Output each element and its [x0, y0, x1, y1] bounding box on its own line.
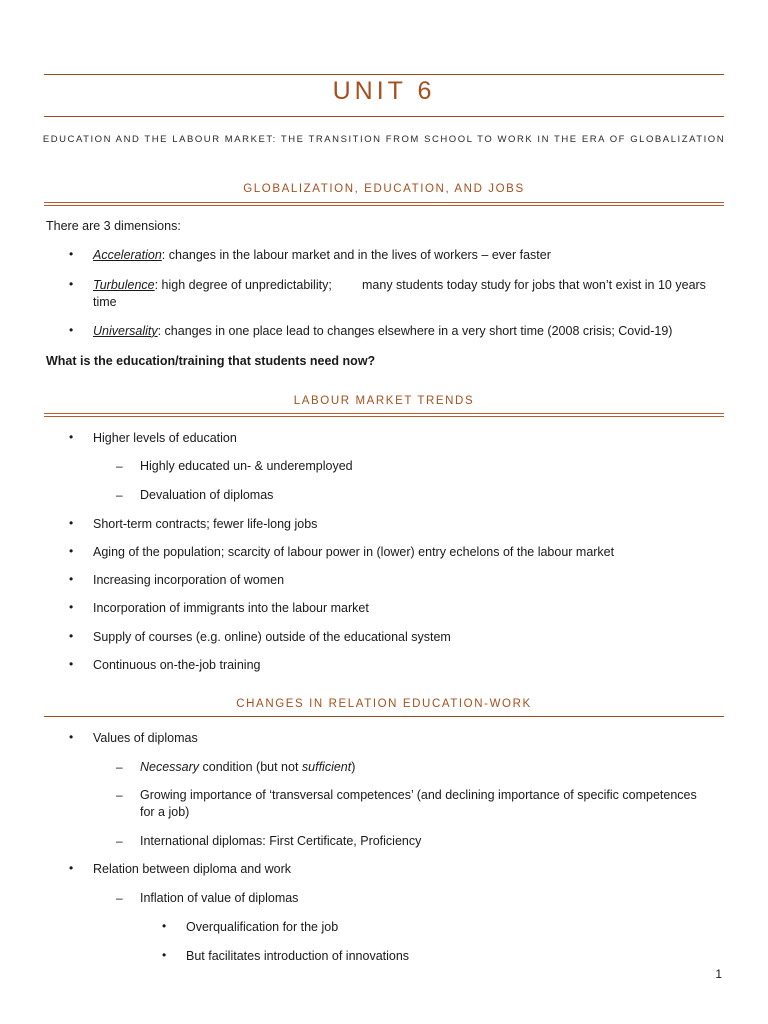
item-text: : changes in one place lead to changes elsewhere in a very short time (2008 crisis; Covid-19): [157, 324, 673, 338]
dash: –: [116, 488, 123, 502]
section-rule: [44, 716, 724, 717]
sub-sub-item: But facilitates introduction of innovations: [186, 949, 410, 963]
list-item: Short-term contracts; fewer life-long jobs: [93, 517, 318, 531]
dash: –: [116, 891, 123, 905]
item-text-continued: many students today study for jobs that won’t exist in 10 years: [362, 278, 706, 292]
bullet: •: [69, 277, 74, 291]
sub-item: [140, 759, 355, 775]
item-text-wrap: time: [93, 295, 117, 309]
sub-item: Highly educated un- & underemployed: [140, 459, 353, 473]
sub-sub-item: Overqualification for the job: [186, 920, 339, 934]
bullet: •: [162, 948, 167, 962]
title-underline: [44, 116, 724, 117]
section-title-labour-market: LABOUR MARKET TRENDS: [293, 395, 475, 407]
sub-item: Devaluation of diplomas: [140, 488, 274, 502]
sub-item: International diplomas: First Certificate, Proficiency: [140, 834, 422, 848]
list-item: Higher levels of education: [93, 431, 237, 445]
dash: –: [116, 760, 123, 774]
section-rule: [44, 413, 724, 417]
list-item: Values of diplomas: [93, 731, 198, 745]
list-item: [93, 323, 672, 339]
list-item: Relation between diploma and work: [93, 862, 292, 876]
top-rule: [44, 74, 724, 75]
sub-item: Growing importance of ‘transversal competences’ (and declining importance of specific competences: [140, 788, 697, 802]
bullet: •: [69, 430, 74, 444]
item-text: condition (but not: [199, 760, 302, 774]
key-question: What is the education/training that students need now?: [46, 354, 376, 368]
intro-text: There are 3 dimensions:: [46, 219, 181, 233]
sub-item-wrap: for a job): [140, 805, 190, 819]
unit-title: UNIT 6: [332, 77, 436, 105]
list-item: Supply of courses (e.g. online) outside of the educational system: [93, 630, 451, 644]
list-item: Continuous on-the-job training: [93, 658, 261, 672]
bullet: •: [69, 516, 74, 530]
dash: –: [116, 788, 123, 802]
bullet: •: [69, 629, 74, 643]
page-number: 1: [715, 967, 722, 981]
term: Universality: [93, 324, 158, 338]
document-subtitle: EDUCATION AND THE LABOUR MARKET: THE TRANSITION FROM SCHOOL TO WORK IN THE ERA OF GLOBALIZATION: [42, 134, 726, 145]
term: Turbulence: [93, 278, 155, 292]
bullet: •: [162, 919, 167, 933]
section-title-changes: CHANGES IN RELATION EDUCATION-WORK: [236, 698, 532, 710]
item-text: : changes in the labour market and in the lives of workers – ever faster: [161, 248, 551, 262]
bullet: •: [69, 657, 74, 671]
term: Acceleration: [93, 248, 162, 262]
dash: –: [116, 459, 123, 473]
sub-item: Inflation of value of diplomas: [140, 891, 299, 905]
list-item: [93, 247, 551, 263]
bullet: •: [69, 600, 74, 614]
bullet: •: [69, 861, 74, 875]
bullet: •: [69, 323, 74, 337]
item-text: : high degree of unpredictability;: [154, 278, 332, 292]
list-item: [93, 277, 332, 293]
bullet: •: [69, 730, 74, 744]
list-item: Aging of the population; scarcity of labour power in (lower) entry echelons of the labour market: [93, 545, 615, 559]
item-text: ): [351, 760, 356, 774]
bullet: •: [69, 247, 74, 261]
list-item: Increasing incorporation of women: [93, 573, 285, 587]
bullet: •: [69, 544, 74, 558]
section-title-globalization: GLOBALIZATION, EDUCATION, AND JOBS: [243, 183, 525, 195]
section-rule: [44, 202, 724, 206]
dash: –: [116, 834, 123, 848]
emphasis: Necessary: [140, 760, 200, 774]
list-item: Incorporation of immigrants into the labour market: [93, 601, 369, 615]
emphasis: sufficient: [301, 760, 352, 774]
bullet: •: [69, 572, 74, 586]
